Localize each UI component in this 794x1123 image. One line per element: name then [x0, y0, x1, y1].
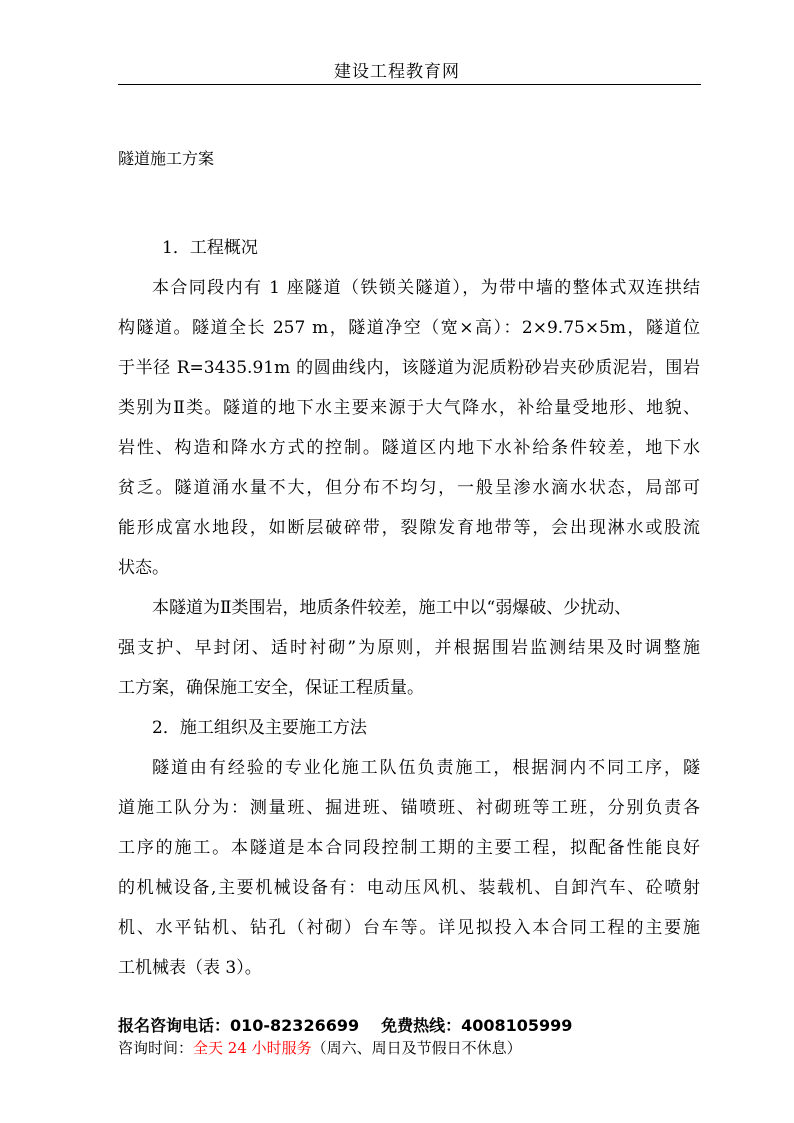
section-2-paragraph-1: [118, 748, 700, 988]
header-divider: [118, 84, 701, 85]
consult-hours-line: [118, 1037, 700, 1059]
text-line: 工方案，确保施工安全，保证工程质量。: [118, 678, 424, 698]
section-2-heading: 2．施工组织及主要施工方法: [152, 718, 367, 738]
text-line: 工序的施工。本隧道是本合同段控制工期的主要工程，拟配备性能良好: [118, 838, 700, 858]
text-line: 岩性、构造和降水方式的控制。隧道区内地下水补给条件较差，地下水: [118, 438, 700, 458]
text-line: 类别为Ⅱ类。隧道的地下水主要来源于大气降水，补给量受地形、地貌、: [118, 398, 700, 418]
contact-line: [118, 1015, 700, 1037]
text-line: 的机械设备,主要机械设备有：电动压风机、装载机、自卸汽车、砼喷射: [118, 878, 700, 898]
text-line: 本合同段内有 1 座隧道（铁锁关隧道），为带中墙的整体式双连拱结: [152, 278, 700, 298]
site-name-header: 建设工程教育网: [334, 62, 460, 82]
text-line: 隧道由有经验的专业化施工队伍负责施工，根据洞内不同工序，隧: [152, 758, 700, 778]
hours-prefix: 咨询时间：: [118, 1039, 194, 1057]
page-footer: [118, 1015, 700, 1059]
text-line: 状态。: [118, 558, 169, 578]
text-line: 强支护、早封闭、适时衬砌”为原则，并根据围岩监测结果及时调整施: [118, 638, 700, 658]
text-line: 工机械表（表 3）。: [118, 958, 262, 978]
text-line: 于半径 R=3435.91m 的圆曲线内，该隧道为泥质粉砂岩夹砂质泥岩，围岩: [118, 358, 700, 378]
section-1-heading: 1．工程概况: [162, 238, 258, 258]
section-1-paragraph-2: [118, 588, 700, 708]
text-line: 机、水平钻机、钻孔（衬砌）台车等。详见拟投入本合同工程的主要施: [118, 918, 700, 938]
document-title: 隧道施工方案: [118, 149, 215, 168]
consult-phone: 报名咨询电话：010-82326699: [118, 1016, 360, 1035]
text-line: 道施工队分为：测量班、掘进班、锚喷班、衬砌班等工班，分别负责各: [118, 798, 700, 818]
hours-highlight: 全天 24 小时服务: [193, 1039, 312, 1057]
section-1-paragraph-1: [118, 268, 700, 588]
hours-suffix: （周六、周日及节假日不休息）: [311, 1039, 522, 1057]
hotline: 免费热线：4008105999: [381, 1016, 573, 1035]
text-line: 能形成富水地段，如断层破碎带，裂隙发育地带等，会出现淋水或股流: [118, 518, 700, 538]
document-body: [118, 228, 700, 988]
text-line: 本隧道为Ⅱ类围岩，地质条件较差，施工中以“弱爆破、少扰动、: [152, 598, 632, 618]
text-line: 贫乏。隧道涌水量不大，但分布不均匀，一般呈渗水滴水状态，局部可: [118, 478, 700, 498]
text-line: 构隧道。隧道全长 257 m，隧道净空（宽×高）：2×9.75×5m，隧道位: [118, 318, 700, 338]
